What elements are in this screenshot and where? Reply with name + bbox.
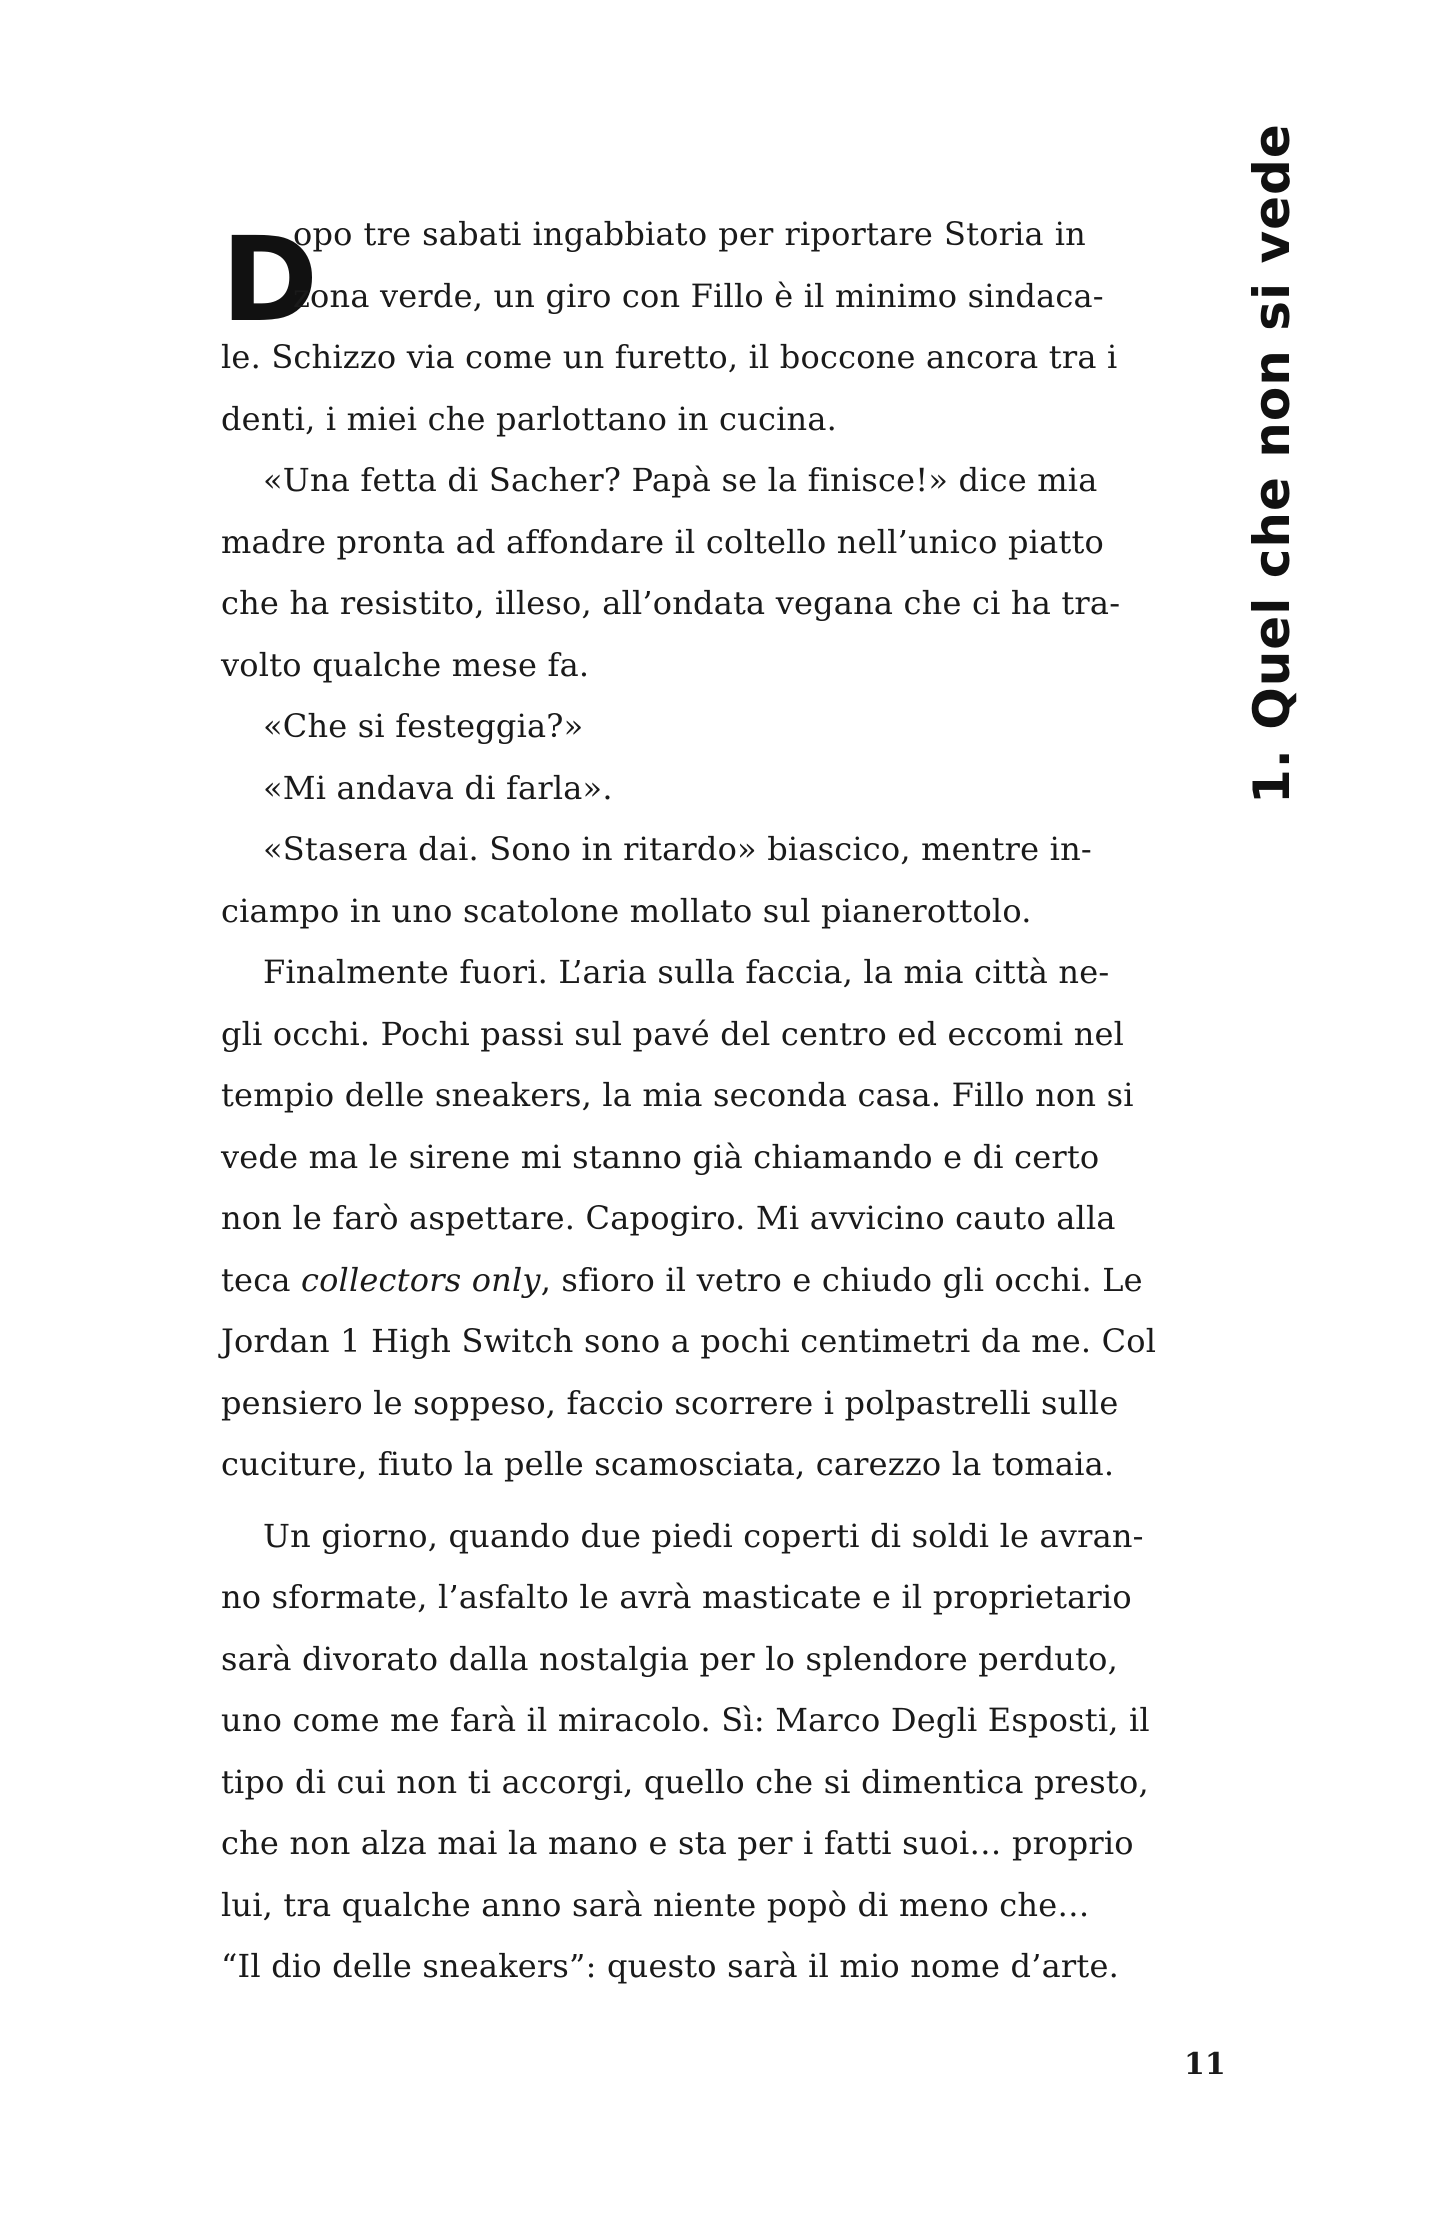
- text-segment: , sfioro il vetro e chiudo gli occhi. Le: [540, 1260, 1143, 1299]
- drop-cap: D: [221, 211, 319, 348]
- italic-phrase: collectors only: [300, 1260, 541, 1299]
- text-line: uno come me farà il miracolo. Sì: Marco Degli Esposti, il: [221, 1701, 1150, 1739]
- text-line: cuciture, fiuto la pelle scamosciata, carezzo la tomaia.: [221, 1445, 1115, 1483]
- text-line: tempio delle sneakers, la mia seconda casa. Fillo non si: [221, 1076, 1134, 1114]
- text-line: vede ma le sirene mi stanno già chiamando e di certo: [221, 1137, 1100, 1176]
- chapter-title: 1. Quel che non si vede: [1243, 123, 1301, 804]
- text-line: Un giorno, quando due piedi coperti di soldi le avran-: [263, 1516, 1144, 1555]
- text-line: pensiero le soppeso, faccio scorrere i polpastrelli sulle: [221, 1383, 1119, 1422]
- text-line: madre pronta ad affondare il coltello nell’unico piatto: [221, 522, 1104, 561]
- text-segment: teca: [221, 1260, 301, 1299]
- text-line: «Stasera dai. Sono in ritardo» biascico, mentre in-: [263, 830, 1092, 868]
- text-line: «Mi andava di farla».: [263, 768, 613, 807]
- text-line: tipo di cui non ti accorgi, quello che si dimentica presto,: [221, 1762, 1149, 1801]
- page-number: 11: [1184, 2047, 1226, 2082]
- text-line: opo tre sabati ingabbiato per riportare Storia in: [293, 215, 1086, 253]
- text-line: non le farò aspettare. Capogiro. Mi avvicino cauto alla: [221, 1199, 1116, 1237]
- text-line: «Una fetta di Sacher? Papà se la finisce!» dice mia: [263, 461, 1098, 499]
- text-line: [221, 1250, 1143, 1312]
- text-line: zona verde, un giro con Fillo è il minimo sindaca-: [293, 276, 1104, 315]
- text-line: sarà divorato dalla nostalgia per lo splendore perduto,: [221, 1639, 1119, 1678]
- text-line: che non alza mai la mano e sta per i fatti suoi… proprio: [221, 1824, 1134, 1862]
- body-text: [221, 204, 1157, 1998]
- text-line: ciampo in uno scatolone mollato sul pianerottolo.: [221, 891, 1032, 930]
- text-line: no sformate, l’asfalto le avrà masticate e il proprietario: [221, 1578, 1132, 1616]
- text-line: denti, i miei che parlottano in cucina.: [221, 399, 838, 438]
- text-line: lui, tra qualche anno sarà niente popò di meno che…: [221, 1885, 1090, 1924]
- text-line: gli occhi. Pochi passi sul pavé del centro ed eccomi nel: [221, 1014, 1125, 1053]
- text-line: “Il dio delle sneakers”: questo sarà il mio nome d’arte.: [221, 1947, 1119, 1985]
- text-line: Finalmente fuori. L’aria sulla faccia, la mia città ne-: [263, 953, 1110, 991]
- text-line: volto qualche mese fa.: [221, 645, 590, 684]
- text-line: che ha resistito, illeso, all’ondata vegana che ci ha tra-: [221, 584, 1121, 622]
- text-line: «Che si festeggia?»: [263, 707, 584, 745]
- text-line: Jordan 1 High Switch sono a pochi centimetri da me. Col: [221, 1322, 1157, 1360]
- text-line: le. Schizzo via come un furetto, il boccone ancora tra i: [221, 338, 1118, 376]
